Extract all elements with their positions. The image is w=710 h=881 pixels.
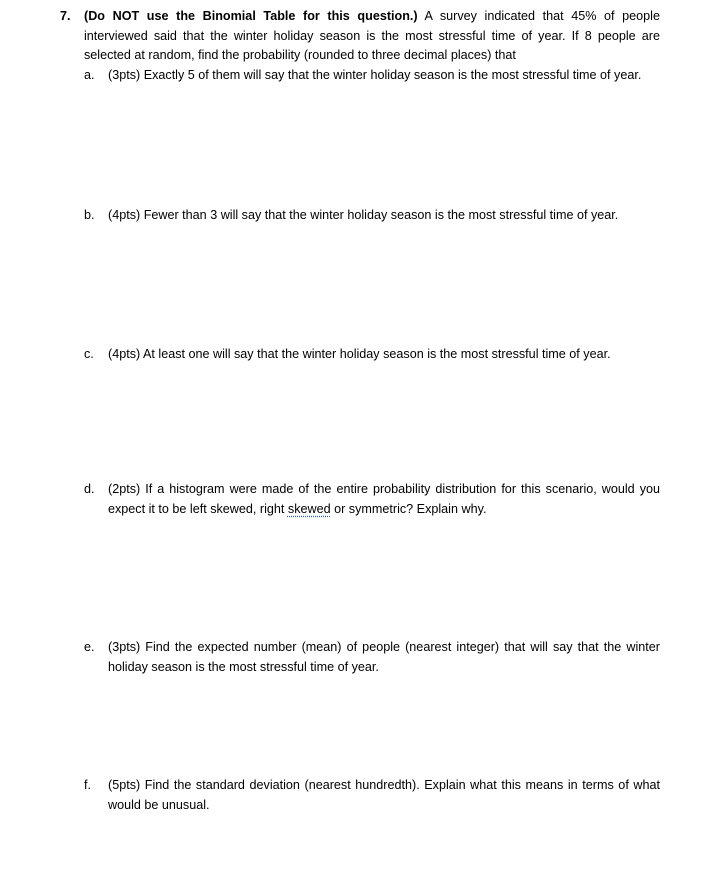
question-stem bbox=[84, 7, 660, 66]
part-text-before: (2pts) If a histogram were made of the entire probability distribution for this scenario, would you expect it to be left skewed, right bbox=[108, 482, 660, 516]
part-text: (3pts) Exactly 5 of them will say that the winter holiday season is the most stressful time of year. bbox=[108, 68, 642, 82]
part-letter: c. bbox=[84, 347, 94, 361]
question-stem-text: A survey indicated that 45% of people interviewed said that the winter holiday season is the most stressful time of year. If 8 people are selected at random, find the probability (rounded to three decimal places) that bbox=[84, 9, 660, 62]
part-letter: b. bbox=[84, 208, 95, 222]
part-letter: f. bbox=[84, 778, 91, 792]
part-letter: a. bbox=[84, 68, 95, 82]
part-text bbox=[108, 480, 660, 519]
part-text: (4pts) At least one will say that the winter holiday season is the most stressful time of year. bbox=[108, 347, 611, 361]
question-number: 7. bbox=[60, 9, 71, 23]
part-text: (3pts) Find the expected number (mean) of people (nearest integer) that will say that the winter holiday season is the most stressful time of year. bbox=[108, 640, 660, 674]
part-text-after: or symmetric? Explain why. bbox=[330, 501, 487, 516]
part-letter: d. bbox=[84, 482, 95, 496]
part-text: (4pts) Fewer than 3 will say that the winter holiday season is the most stressful time of year. bbox=[108, 208, 619, 222]
question-instruction: (Do NOT use the Binomial Table for this question.) bbox=[84, 9, 418, 23]
part-letter: e. bbox=[84, 640, 95, 654]
spellcheck-flagged-word: skewed bbox=[287, 501, 331, 516]
part-text: (5pts) Find the standard deviation (nearest hundredth). Explain what this means in terms of what would be unusual. bbox=[108, 778, 660, 812]
